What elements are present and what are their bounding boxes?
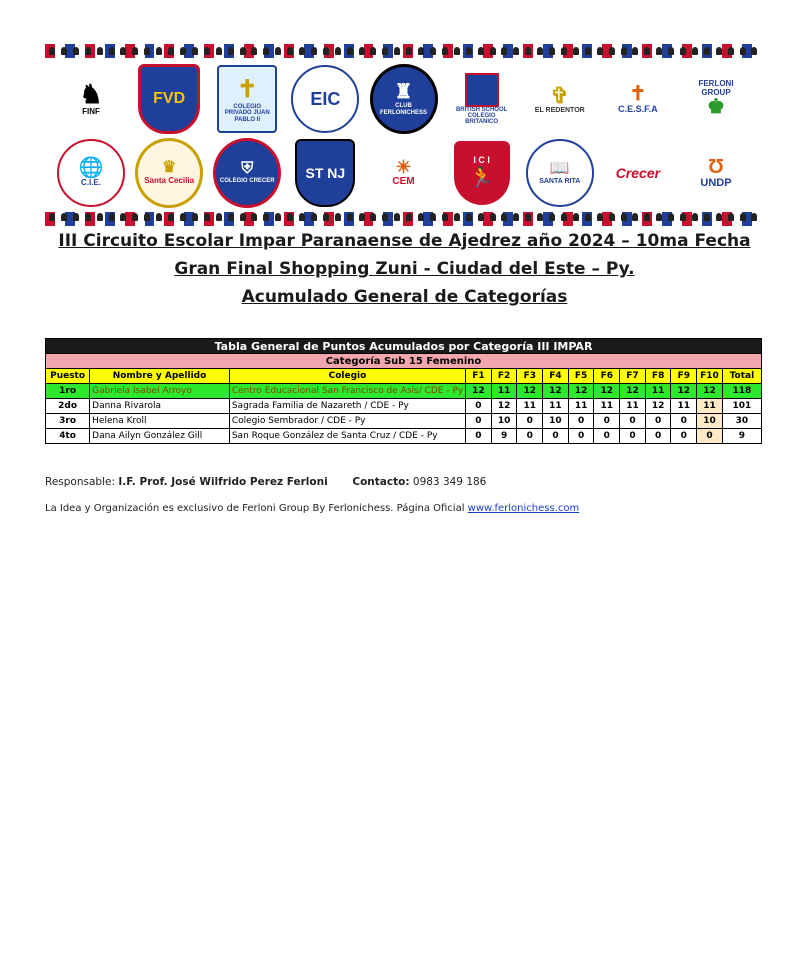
score-cell: 0 (671, 414, 697, 429)
name-cell: Gabriela Isabel Arroyo (90, 384, 230, 399)
cie-logo-text: C.I.E. (80, 178, 101, 188)
score-cell: 11 (697, 399, 723, 414)
british-school-logo-text: BRITISH SCHOOL COLEGIO BRITANICO (455, 106, 508, 126)
rank-cell: 4to (46, 429, 90, 444)
rank-cell: 1ro (46, 384, 90, 399)
score-cell: 0 (543, 429, 569, 444)
col-header: Total (722, 369, 761, 384)
col-header: F7 (620, 369, 646, 384)
column-headers (46, 369, 762, 384)
ferloni-group-logo: FERLONI GROUP ♚ (682, 65, 750, 133)
santa-rita-logo-text: SANTA RITA (539, 177, 581, 185)
col-header: Nombre y Apellido (90, 369, 230, 384)
score-cell: 0 (466, 429, 492, 444)
contact-value: 0983 349 186 (409, 476, 487, 488)
colegio-crecer-logo-text: COLEGIO CRECER (219, 178, 275, 185)
col-header: F4 (543, 369, 569, 384)
col-header: F5 (568, 369, 594, 384)
fvd-logo (135, 65, 203, 133)
undp-logo: Ʊ UNDP (682, 139, 750, 207)
total-cell: 118 (722, 384, 761, 399)
score-cell: 12 (543, 384, 569, 399)
santa-rita-logo: 📖 SANTA RITA (526, 139, 594, 207)
score-cell: 12 (697, 384, 723, 399)
score-cell: 0 (517, 414, 543, 429)
score-cell: 12 (645, 399, 671, 414)
responsible-name: I.F. Prof. José Wilfrido Perez Ferloni (118, 476, 328, 488)
col-header: F10 (697, 369, 723, 384)
score-cell: 12 (568, 384, 594, 399)
cesfa-logo: ✝ C.E.S.F.A (604, 65, 672, 133)
col-header: F2 (491, 369, 517, 384)
score-cell: 0 (594, 429, 620, 444)
school-cell: Centro Educacional San Francisco de Asís/ CDE - Py (229, 384, 465, 399)
ferloni-group-logo-text: FERLONI GROUP (698, 79, 734, 97)
total-cell: 101 (722, 399, 761, 414)
score-cell: 0 (568, 429, 594, 444)
cem-logo: ☀ CEM (370, 139, 438, 207)
ici-logo-text: I C I (473, 154, 490, 165)
table-row (46, 399, 762, 414)
rank-cell: 3ro (46, 414, 90, 429)
col-header: F1 (466, 369, 492, 384)
crecer-logo (604, 139, 672, 207)
col-header: F8 (645, 369, 671, 384)
table-row (46, 429, 762, 444)
score-cell: 10 (543, 414, 569, 429)
score-cell: 0 (620, 414, 646, 429)
title-line-1: III Circuito Escolar Impar Paranaense de Ajedrez año 2024 – 10ma Fecha (58, 231, 751, 251)
idea-text: La Idea y Organización es exclusivo de Ferloni Group By Ferlonichess. Página Oficial (45, 503, 468, 514)
score-cell: 11 (491, 384, 517, 399)
score-cell: 12 (517, 384, 543, 399)
score-cell: 9 (491, 429, 517, 444)
score-cell: 0 (466, 399, 492, 414)
ferlonichess-club-logo-text: CLUB FERLONICHESS (379, 103, 427, 116)
chess-pieces-row-bottom (45, 213, 762, 223)
score-cell: 11 (517, 399, 543, 414)
score-cell: 12 (620, 384, 646, 399)
total-cell: 30 (722, 414, 761, 429)
santa-cecilia-logo-text: Santa Cecilia (144, 176, 195, 186)
score-cell: 0 (645, 414, 671, 429)
points-table (45, 338, 762, 444)
logo-row-2 (57, 136, 750, 210)
undp-logo-text: UNDP (700, 176, 732, 189)
col-header: F3 (517, 369, 543, 384)
name-cell: Dana Ailyn González Gill (90, 429, 230, 444)
score-cell: 12 (594, 384, 620, 399)
stenj-logo-text: ST NJ (305, 165, 346, 181)
score-cell: 12 (466, 384, 492, 399)
eic-logo-text: EIC (310, 88, 341, 109)
juan-pablo-logo: ✝ COLEGIO PRIVADO JUAN PABLO II (213, 65, 281, 133)
colegio-crecer-logo: ⛨ COLEGIO CRECER (213, 139, 281, 207)
cesfa-logo-text: C.E.S.F.A (618, 103, 658, 114)
name-cell: Helena Kroll (90, 414, 230, 429)
score-cell: 12 (491, 399, 517, 414)
cie-logo: 🌐 C.I.E. (57, 139, 125, 207)
table-title: Tabla General de Puntos Acumulados por Categoría III IMPAR (46, 339, 762, 354)
school-cell: San Roque González de Santa Cruz / CDE - Py (229, 429, 465, 444)
score-cell: 10 (697, 414, 723, 429)
score-cell: 0 (466, 414, 492, 429)
score-cell: 0 (697, 429, 723, 444)
contact-label: Contacto: (352, 476, 410, 488)
chess-pieces-row-top (45, 47, 762, 57)
score-cell: 11 (645, 384, 671, 399)
score-cell: 11 (568, 399, 594, 414)
ferlonichess-club-logo: ♜ CLUB FERLONICHESS (370, 65, 438, 133)
el-redentor-logo-text: EL REDENTOR (534, 106, 585, 114)
school-cell: Sagrada Familia de Nazareth / CDE - Py (229, 399, 465, 414)
logo-row-1 (57, 62, 750, 136)
idea-line (45, 503, 579, 514)
rank-cell: 2do (46, 399, 90, 414)
juan-pablo-logo-text: COLEGIO PRIVADO JUAN PABLO II (224, 104, 270, 123)
school-cell: Colegio Sembrador / CDE - Py (229, 414, 465, 429)
score-cell: 11 (594, 399, 620, 414)
responsible-label: Responsable: (45, 476, 119, 488)
score-cell: 0 (594, 414, 620, 429)
score-cell: 0 (645, 429, 671, 444)
santa-cecilia-logo: ♛ Santa Cecilia (135, 139, 203, 207)
table-row (46, 384, 762, 399)
stenj-logo (291, 139, 359, 207)
col-header: F6 (594, 369, 620, 384)
logo-banner (45, 44, 762, 226)
title-line-2: Gran Final Shopping Zuni - Ciudad del Este – Py. (174, 259, 635, 279)
responsible-line (45, 476, 486, 488)
score-cell: 11 (620, 399, 646, 414)
score-cell: 10 (491, 414, 517, 429)
col-header: Colegio (229, 369, 465, 384)
fvd-logo-text: FVD (153, 90, 186, 107)
title-line-3: Acumulado General de Categorías (241, 287, 568, 307)
score-cell: 0 (671, 429, 697, 444)
ici-logo: I C I 🏃 (448, 139, 516, 207)
score-cell: 11 (543, 399, 569, 414)
sponsor-logos (57, 62, 750, 210)
category-title: Categoría Sub 15 Femenino (46, 354, 762, 369)
col-header: Puesto (46, 369, 90, 384)
british-school-logo (448, 65, 516, 133)
crecer-logo-text: Crecer (615, 164, 661, 181)
official-site-link[interactable]: www.ferlonichess.com (467, 503, 580, 514)
el-redentor-logo: ✞ EL REDENTOR (526, 65, 594, 133)
total-cell: 9 (722, 429, 761, 444)
score-cell: 0 (620, 429, 646, 444)
cem-logo-text: CEM (392, 176, 415, 188)
score-cell: 0 (568, 414, 594, 429)
col-header: F9 (671, 369, 697, 384)
finf-logo: ♞ FINF (57, 65, 125, 133)
score-cell: 11 (671, 399, 697, 414)
name-cell: Danna Rivarola (90, 399, 230, 414)
table-row (46, 414, 762, 429)
score-cell: 0 (517, 429, 543, 444)
eic-logo (291, 65, 359, 133)
finf-logo-text: FINF (82, 107, 100, 117)
score-cell: 12 (671, 384, 697, 399)
